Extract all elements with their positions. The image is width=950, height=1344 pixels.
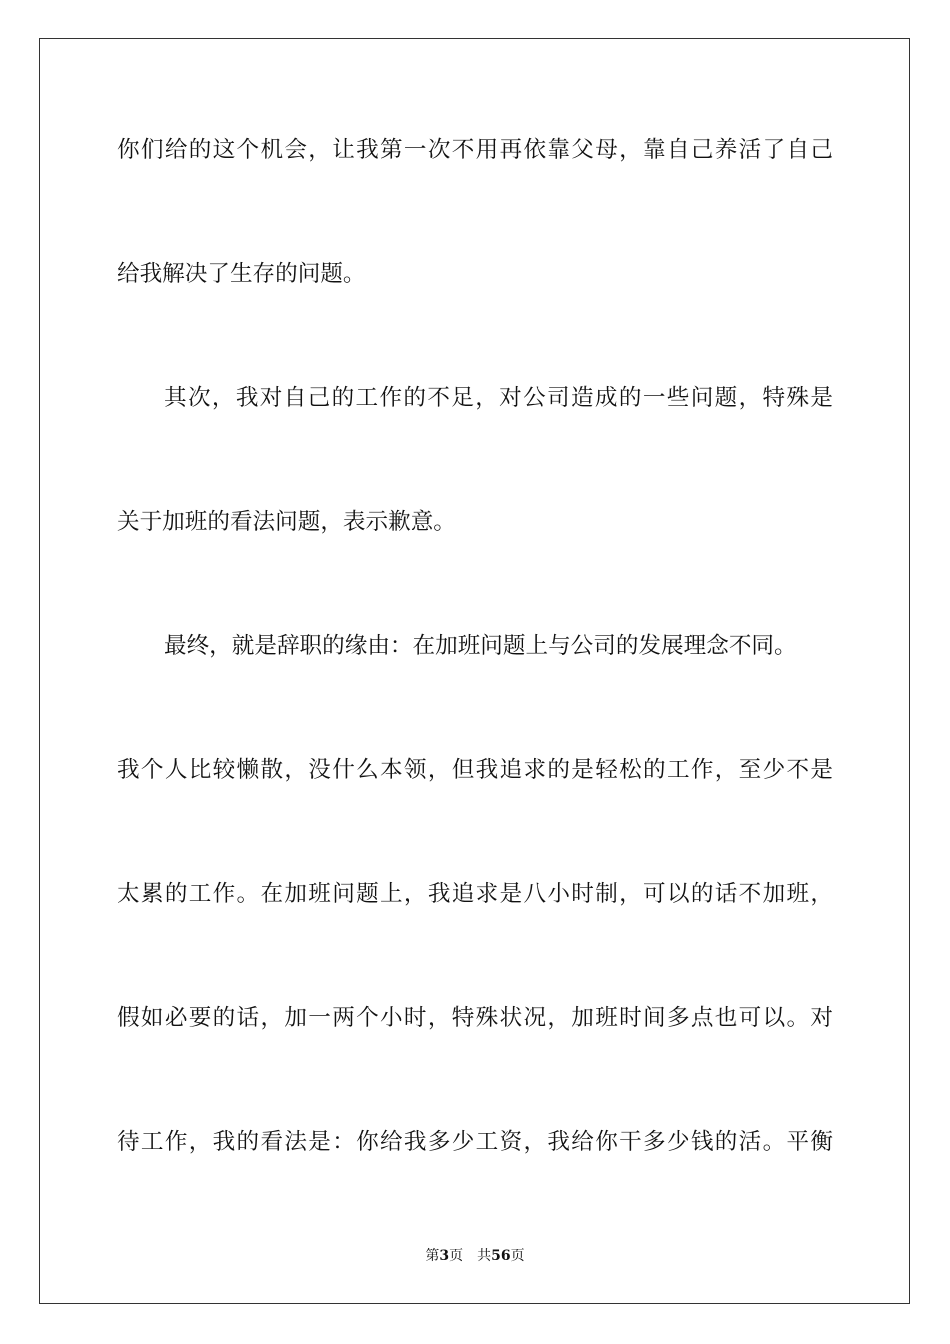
text-line-4: 关于加班的看法问题，表示歉意。 — [117, 509, 456, 535]
page-prefix: 第 — [425, 1248, 440, 1264]
total-suffix: 页 — [510, 1248, 525, 1264]
text-line-5: 最终，就是辞职的缘由：在加班问题上与公司的发展理念不同。 — [164, 633, 797, 659]
text-line-2: 给我解决了生存的问题。 — [117, 261, 366, 287]
text-line-8: 假如必要的话，加一两个小时，特殊状况，加班时间多点也可以。对 — [117, 1005, 833, 1031]
page-frame — [39, 38, 910, 1304]
page-suffix: 页 — [449, 1248, 464, 1264]
text-line-6: 我个人比较懒散，没什么本领，但我追求的是轻松的工作，至少不是 — [117, 757, 833, 783]
text-line-9: 待工作，我的看法是：你给我多少工资，我给你干多少钱的活。平衡 — [117, 1129, 833, 1155]
total-prefix: 共 — [477, 1248, 492, 1264]
text-line-7: 太累的工作。在加班问题上，我追求是八小时制，可以的话不加班， — [117, 881, 833, 907]
total-pages: 56 — [491, 1248, 511, 1264]
text-line-1: 你们给的这个机会，让我第一次不用再依靠父母，靠自己养活了自己 — [117, 137, 833, 163]
page-number: 3 — [439, 1248, 450, 1264]
page-footer — [0, 1246, 950, 1266]
text-line-3: 其次，我对自己的工作的不足，对公司造成的一些问题，特殊是 — [164, 385, 833, 411]
